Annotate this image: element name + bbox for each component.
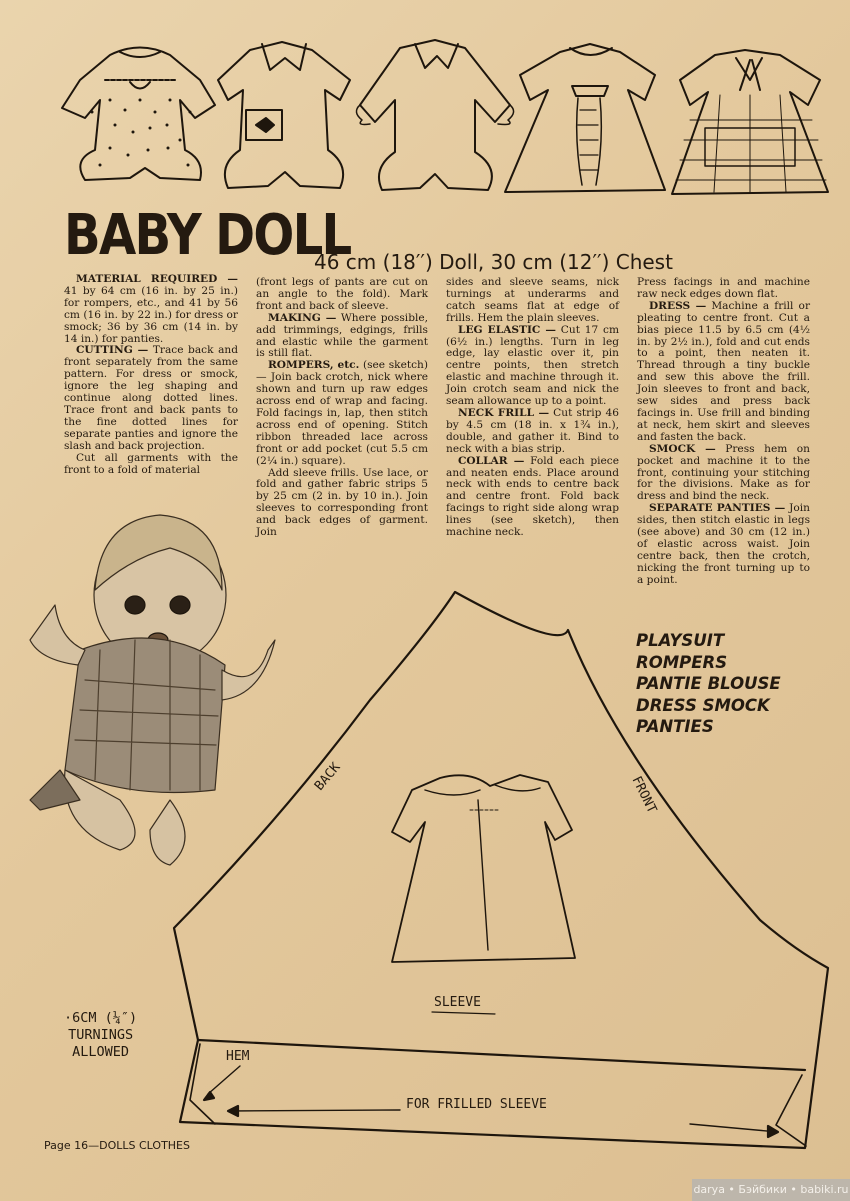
- section-body: Cut 17 cm (6½ in.) lengths. Turn in leg edge, lay elastic over it, pin centre points, then stretch elastic and machine through it. Join crotch seam and nick the seam allowance up to a point.: [446, 323, 619, 408]
- section-body: 41 by 64 cm (16 in. by 25 in.) for rompers, etc., and 41 by 56 cm (16 in. by 22 in.) for dress or smock; 36 by 36 cm (14 in. by 14 in.) for panties.: [64, 284, 238, 345]
- page-footer: Page 16—DOLLS CLOTHES: [44, 1139, 190, 1152]
- text-column-1: [64, 274, 238, 476]
- section-body: Machine a frill or pleating to centre front. Cut a bias piece 11.5 by 6.5 cm (4½ in. by 2½ in.), fold and cut ends to a point, then neaten it. Thread through a tiny buckle and sew this above the frill. Join sleeves to front and back, sew sides and press back facings in. Use frill and binding at neck, hem skirt and sleeves and fasten the back.: [637, 299, 811, 443]
- style-item: PLAYSUIT: [636, 631, 725, 650]
- turnings-line: TURNINGS: [68, 1027, 134, 1043]
- page-title: BABY DOLL: [64, 203, 351, 268]
- section-heading: SMOCK —: [649, 442, 716, 455]
- section-heading: CUTTING —: [76, 344, 149, 357]
- style-item: DRESS SMOCK: [636, 695, 770, 715]
- section-heading: MATERIAL REQUIRED —: [76, 273, 238, 285]
- section-body: Join sides, then stitch elastic in legs (see above) and 30 cm (12 in.) of elastic across waist. Join centre back, then the crotch, nicking the front turning up to a point.: [637, 502, 810, 586]
- style-item: PANTIE BLOUSE: [636, 674, 781, 693]
- turnings-line: ALLOWED: [72, 1044, 130, 1060]
- garment-style-list: [636, 630, 781, 738]
- text-column-2: [256, 277, 428, 539]
- romper-sketch-1: [62, 48, 215, 181]
- section-body: sides and sleeve seams, nick turnings at underarms and catch seams flat at edge of frills. Hem the plain sleeves.: [446, 276, 619, 324]
- section-body: Fold each piece and neaten ends. Place around neck with ends to centre back and centre front. Fold back facings to right side along wrap lines (see sketch), then machine neck.: [446, 454, 619, 539]
- smock-inner-sketch: [392, 775, 575, 962]
- section-heading: COLLAR —: [458, 454, 525, 467]
- section-body: Trace back and front separately from the same pattern. For dress or smock, ignore the leg shaping and continue along dotted lines. Trace front and back pants to the fine dotted lines for separate panties and ignore the slash and back projection.: [64, 344, 239, 452]
- text-column-4: [637, 277, 810, 587]
- section-heading: DRESS —: [649, 299, 707, 312]
- smock-sketch: [672, 50, 828, 194]
- turnings-note: [64, 1010, 137, 1061]
- section-body: Press hem on pocket and machine it to the front, continuing your stitching for the divisions. Make as for dress and bind the neck.: [637, 442, 810, 503]
- section-heading: LEG ELASTIC —: [458, 323, 557, 336]
- doll-photo: [30, 515, 275, 865]
- text-column-3: [446, 277, 619, 539]
- section-body: Where possible, add trimmings, edgings, frills and elastic while the garment is still flat.: [256, 311, 429, 360]
- section-body: (see sketch) — Join back crotch, nick where shown and turn up raw edges across end of wrap and facing. Fold facings in, lap, then stitch across end of opening. Stitch ribbon threaded lace across front or add pocket (cut 5.5 cm (2¼ in.) square).: [256, 359, 428, 467]
- pattern-label-frilled-sleeve: FOR FRILLED SLEEVE: [406, 1097, 547, 1112]
- style-item: ROMPERS: [636, 652, 728, 672]
- turnings-line: ·6CM (¼″): [64, 1010, 138, 1026]
- section-heading: SEPARATE PANTIES —: [649, 502, 786, 515]
- page-subtitle: 46 cm (18′′) Doll, 30 cm (12′′) Chest: [314, 250, 673, 274]
- pattern-label-front: FRONT: [628, 774, 660, 816]
- pattern-label-hem: HEM: [226, 1049, 250, 1064]
- section-body: (front legs of pants are cut on an angle to the fold). Mark front and back of sleeve.: [256, 276, 428, 312]
- section-heading: ROMPERS, etc.: [268, 359, 360, 372]
- pattern-label-sleeve: SLEEVE: [434, 995, 481, 1010]
- section-body: Press facings in and machine raw neck edges down flat.: [637, 276, 810, 300]
- section-heading: NECK FRILL —: [458, 406, 550, 419]
- romper-sketch-2: [218, 42, 350, 188]
- style-item: PANTIES: [636, 717, 714, 736]
- section-body: Cut strip 46 by 4.5 cm (18 in. x 1¾ in.), double, and gather it. Bind to neck with a bias strip.: [446, 406, 619, 455]
- romper-sketch-3: [356, 40, 513, 190]
- section-body: Cut all garments with the front to a fold of material: [64, 451, 238, 476]
- watermark: darya • Бэйбики • babiki.ru: [692, 1179, 850, 1201]
- pattern-label-back: BACK: [312, 760, 344, 794]
- dress-sketch: [505, 44, 665, 192]
- section-body: Add sleeve frills. Use lace, or fold and gather fabric strips 5 by 25 cm (2 in. by 10 in.). Join sleeves to corresponding front and back edges of garment. Join: [256, 466, 428, 539]
- section-heading: MAKING —: [268, 311, 337, 324]
